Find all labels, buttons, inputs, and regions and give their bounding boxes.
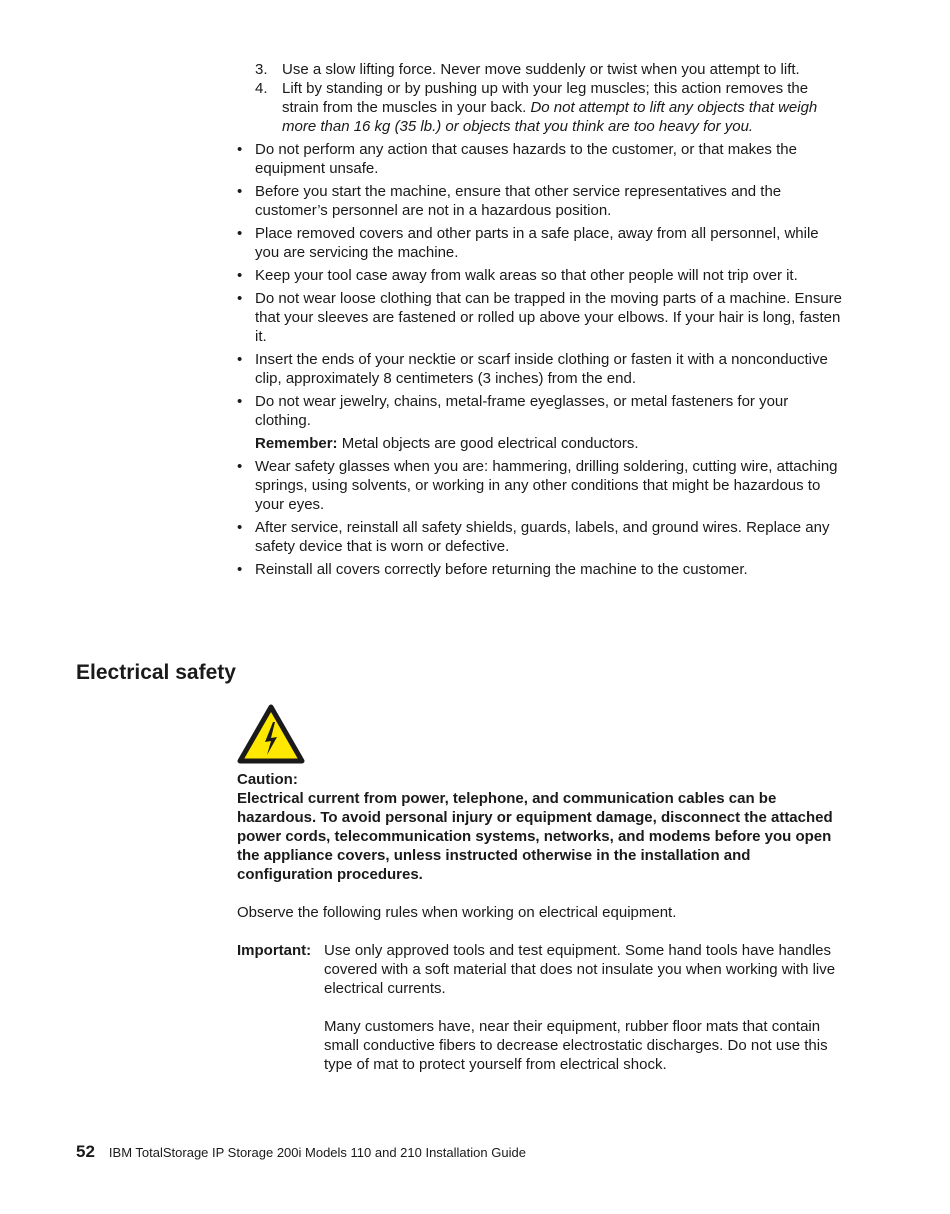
bullet-glyph: • [237,351,243,368]
step-text: Lift by standing or by pushing up with your leg muscles; this action removes the strain from the muscles in your back. [282,80,809,116]
step-warning-text: Do not attempt to lift any objects that weigh more than 16 kg (35 lb.) or objects that you think are too heavy for you. [282,99,818,135]
step-number: 3. [255,61,268,78]
important-body [324,941,843,1093]
bullet-text: After service, reinstall all safety shields, guards, labels, and ground wires. Replace any safety device that is worn or defective. [255,519,830,555]
bullet-glyph: • [237,458,243,475]
list-item [237,140,843,178]
observe-text: Observe the following rules when working on electrical equipment. [237,904,677,921]
remember-note [237,434,843,453]
step-text: Use a slow lifting force. Never move suddenly or twist when you attempt to lift. [282,61,800,78]
bullet-glyph: • [237,183,243,200]
list-item [237,60,843,79]
bullet-glyph: • [237,393,243,410]
electrical-safety-section [237,704,843,1093]
electrical-hazard-icon [237,704,305,764]
section-title: Electrical safety [76,661,236,684]
bullet-text: Wear safety glasses when you are: hammering, drilling soldering, cutting wire, attaching springs, using solvents, or working in any other conditions that might be hazardous to your eyes. [255,458,838,513]
bullet-text: Keep your tool case away from walk areas so that other people will not trip over it. [255,267,798,284]
bullet-glyph: • [237,561,243,578]
safety-list [237,60,843,579]
bullet-text: Do not wear loose clothing that can be trapped in the moving parts of a machine. Ensure that your sleeves are fastened or rolled up above your elbows. If your hair is long, fasten it. [255,290,843,345]
caution-text: Electrical current from power, telephone, and communication cables can be hazardous. To avoid personal injury or equipment damage, disconnect the attached power cords, telecommunication systems, networks, and modems before you open the appliance covers, unless instructed otherwise in the installation and configuration procedures. [237,790,833,883]
bullet-glyph: • [237,141,243,158]
bullet-text: Insert the ends of your necktie or scarf inside clothing or fasten it with a nonconductive clip, approximately 8 centimeters (3 inches) from the end. [255,351,828,387]
list-item [237,224,843,262]
bullet-text: Place removed covers and other parts in a safe place, away from all personnel, while you are servicing the machine. [255,225,819,261]
list-item [237,350,843,388]
bullet-glyph: • [237,267,243,284]
bullet-glyph: • [237,290,243,307]
safety-bullets-continued [237,457,843,579]
list-item [237,289,843,346]
bullet-glyph: • [237,519,243,536]
footer-title: IBM TotalStorage IP Storage 200i Models 110 and 210 Installation Guide [108,1145,526,1160]
important-paragraph: Many customers have, near their equipment, rubber floor mats that contain small conductive fibers to decrease electrostatic discharges. Do not use this type of mat to protect yourself from electrical shock. [324,1018,828,1073]
remember-label: Remember: [255,435,338,452]
list-item [237,457,843,514]
safety-bullets [237,140,843,430]
bullet-text: Reinstall all covers correctly before returning the machine to the customer. [255,561,748,578]
page-footer [76,1142,526,1163]
list-item [237,518,843,556]
list-item [237,79,843,136]
list-item [237,182,843,220]
remember-text: Metal objects are good electrical conductors. [337,435,639,452]
page-number: 52 [76,1142,95,1161]
list-item [237,266,843,285]
step-number: 4. [255,80,268,97]
bullet-text: Before you start the machine, ensure that other service representatives and the customer’s personnel are not in a hazardous position. [255,183,782,219]
bullet-glyph: • [237,225,243,242]
caution-label: Caution: [237,771,298,788]
important-label: Important: [237,942,312,959]
important-paragraph: Use only approved tools and test equipment. Some hand tools have handles covered with a soft material that does not insulate you when working with live electrical currents. [324,942,836,997]
important-note [237,941,843,1093]
list-item [237,392,843,430]
list-item [237,560,843,579]
bullet-text: Do not wear jewelry, chains, metal-frame eyeglasses, or metal fasteners for your clothing. [255,393,789,429]
lifting-steps [237,60,843,136]
bullet-text: Do not perform any action that causes hazards to the customer, or that makes the equipment unsafe. [255,141,797,177]
